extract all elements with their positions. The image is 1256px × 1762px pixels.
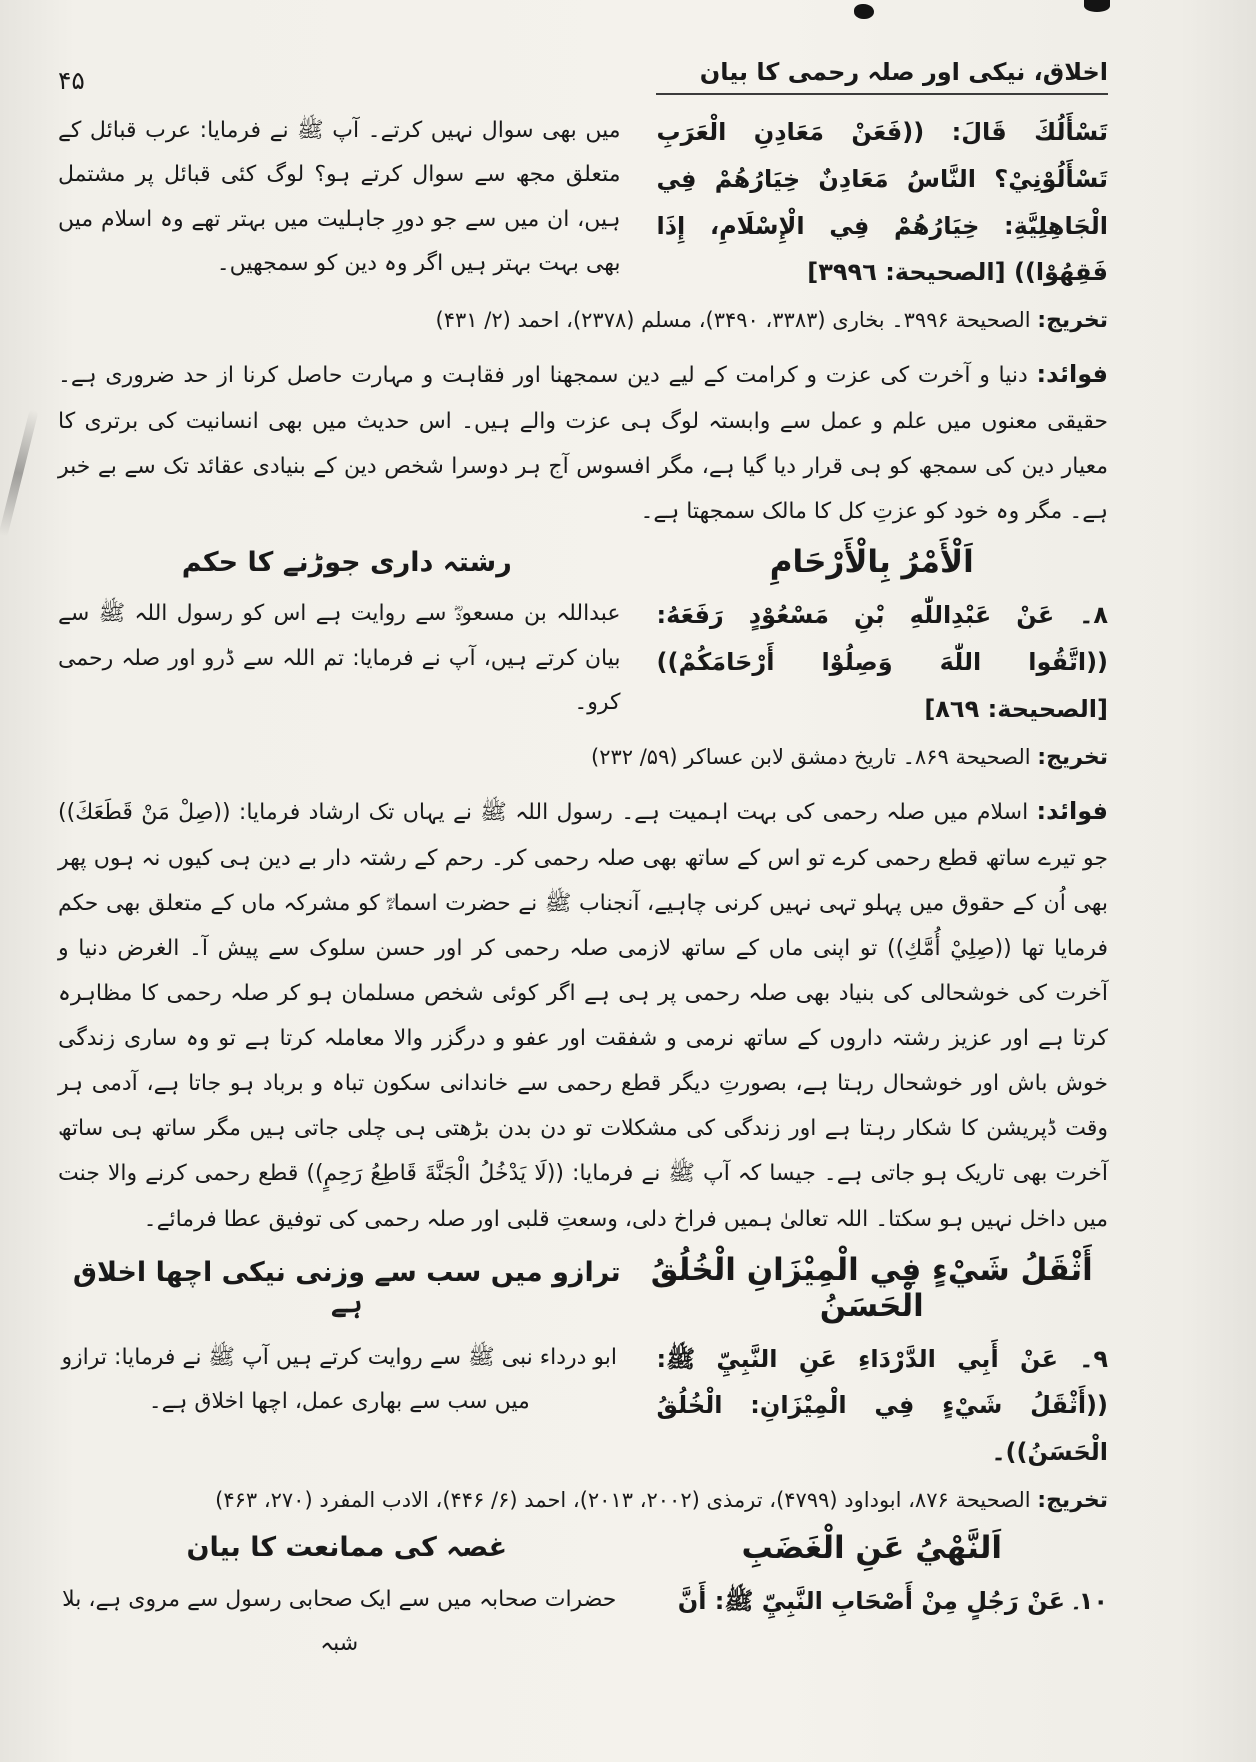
- section-heading-row: [58, 1252, 1108, 1324]
- hadith-row: [58, 1336, 1108, 1476]
- fawaid-label: فوائد:: [1036, 796, 1108, 825]
- takhrij-text: الصحیحة ۸۶۹۔ تاریخ دمشق لابن عساکر (۵۹/ ۲۳۲): [590, 744, 1031, 769]
- fawaid-paragraph: [58, 350, 1108, 534]
- fawaid-paragraph: [58, 787, 1108, 1242]
- section-heading-urdu: رشتہ داری جوڑنے کا حکم: [181, 546, 512, 578]
- takhrij-label: تخریج:: [1037, 744, 1108, 770]
- hadith-urdu-translation: عبداللہ بن مسعودؓ سے روایت ہے اس کو رسول اللہ ﷺ سے بیان کرتے ہیں، آپ نے فرمایا: تم اللہ سے ڈرو اور صلہ رحمی کرو۔: [58, 601, 621, 716]
- page-number: ۴۵: [58, 66, 85, 95]
- page-header: [58, 52, 1108, 95]
- section-heading-row: [58, 1530, 1108, 1566]
- hadith-urdu-translation: ابو درداء نبی ﷺ سے روایت کرتے ہیں آپ ﷺ نے فرمایا: ترازو میں سب سے بھاری عمل، اچھا اخلاق ہے۔: [61, 1344, 618, 1415]
- takhrij-line: [58, 300, 1108, 342]
- hadith-arabic-text: ١٠۔ عَنْ رَجُلٍ مِنْ أَصْحَابِ النَّبِيِّ ﷺ: أَنَّ: [677, 1586, 1108, 1615]
- hadith-row: [58, 109, 1108, 296]
- fawaid-text: اسلام میں صلہ رحمی کی بہت اہمیت ہے۔ رسول اللہ ﷺ نے یہاں تک ارشاد فرمایا: ((صِلْ مَنْ قَطَعَكَ)) جو تیرے ساتھ قطع رحمی کرے تو اس کے ساتھ بھی صلہ رحمی کر۔ رحم کے رشتہ دار بے دین ہی کیوں نہ ہوں پھر بھی اُن کے حقوق میں پہلو تہی نہیں کرنی چاہیے، آنجناب ﷺ نے حضرت اسماءؓ کو مشرکہ ماں کے متعلق بھی حکم فرمایا تھا ((صِلِيْ أُمَّكِ)) تو اپنی ماں کے ساتھ لازمی صلہ رحمی کر اور حسن سلوک سے پیش آ۔ الغرض دنیا و آخرت کی خوشحالی کی بنیاد بھی صلہ رحمی پر ہی ہے اگر کوئی شخص مسلمان ہو کر صلہ رحمی کا مظاہرہ کرتا ہے اور عزیز رشتہ داروں کے ساتھ نرمی و شفقت اور عفو و درگزر والا معاملہ کرتا ہے تو وہ ساری زندگی خوش باش اور خوشحال رہتا ہے، بصورتِ دیگر قطع رحمی سے خاندانی سکون تباہ و برباد ہو جاتا ہے، آدمی ہر وقت ڈپریشن کا شکار رہتا ہے اور زندگی کی مشکلات تو دن بدن بڑھتی ہی چلی جاتی ہیں مگر ساتھ ہی ساتھ آخرت بھی تاریک ہو جاتی ہے۔ جیسا کہ آپ ﷺ نے فرمایا: ((لَا يَدْخُلُ الْجَنَّةَ قَاطِعُ رَحِمٍ)) قطع رحمی کرنے والا جنت میں داخل نہیں ہو سکتا۔ اللہ تعالیٰ ہمیں فراخ دلی، وسعتِ قلبی اور صلہ رحمی کی توفیق عطا فرمائے۔: [58, 799, 1108, 1232]
- hadith-urdu-translation: حضرات صحابہ میں سے ایک صحابی رسول سے مروی ہے، بلا شبہ: [62, 1586, 617, 1657]
- fawaid-label: فوائد:: [1036, 359, 1108, 388]
- takhrij-label: تخریج:: [1037, 1488, 1108, 1514]
- section-heading-arabic: أَثْقَلُ شَيْءٍ فِي الْمِيْزَانِ الْخُلُقُ الْحَسَنُ: [650, 1251, 1093, 1324]
- scan-artifact: [0, 409, 39, 537]
- section-heading-arabic: اَلنَّهْيُ عَنِ الْغَضَبِ: [741, 1529, 1003, 1566]
- chapter-title: اخلاق، نیکی اور صلہ رحمی کا بیان: [656, 58, 1108, 95]
- hadith-row: [58, 592, 1108, 732]
- fawaid-text: دنیا و آخرت کی عزت و کرامت کے لیے دین سمجھنا اور فقاہت و مہارت حاصل کرنا از حد ضروری ہے۔ حقیقی معنوں میں علم و عمل سے وابستہ لوگ ہی عزت والے ہیں۔ اس حدیث میں بھی انسانیت کی برتری کا معیار دین کی سمجھ کو ہی قرار دیا گیا ہے، مگر افسوس آج ہر دوسرا شخص دین کے بنیادی عقائد تک سے بے خبر ہے۔ مگر وہ خود کو عزتِ کل کا مالک سمجھتا ہے۔: [58, 362, 1108, 525]
- takhrij-text: الصحیحة ۳۹۹۶۔ بخاری (۳۳۸۳، ۳۴۹۰)، مسلم (۲۳۷۸)، احمد (۲/ ۴۳۱): [435, 308, 1031, 333]
- section-heading-row: [58, 544, 1108, 580]
- hadith-arabic-text: تَسْأَلُكَ قَالَ: ((فَعَنْ مَعَادِنِ الْعَرَبِ تَسْأَلُوْنِيْ؟ النَّاسُ مَعَادِنٌ خِيَارُهُمْ فِي الْجَاهِلِيَّةِ: خِيَارُهُمْ فِي الْإِسْلَامِ، إِذَا فَقِهُوْا)) [الصحيحة: ٣٩٩٦]: [656, 118, 1108, 287]
- hadith-urdu-translation: میں بھی سوال نہیں کرتے۔ آپ ﷺ نے فرمایا: عرب قبائل کے متعلق مجھ سے سوال کرتے ہو؟ لوگ کئی قبائل پر مشتمل ہیں، ان میں سے جو دورِ جاہلیت میں بہتر تھے وہ اسلام میں بھی بہت بہتر ہیں اگر وہ دین کو سمجھیں۔: [58, 118, 621, 277]
- section-heading-arabic: اَلْأَمْرُ بِالْأَرْحَامِ: [769, 544, 974, 581]
- scan-artifact: [1084, 0, 1110, 12]
- hadith-arabic-text: ٩۔ عَنْ أَبِي الدَّرْدَاءِ عَنِ النَّبِيِّ ﷺ: ((أَثْقَلُ شَيْءٍ فِي الْمِيْزَانِ: الْخُلُقُ الْحَسَنُ))۔: [656, 1344, 1108, 1467]
- takhrij-line: [58, 737, 1108, 779]
- scan-artifact: [854, 4, 874, 19]
- takhrij-text: الصحیحة ۸۷۶، ابوداود (۴۷۹۹)، ترمذی (۲۰۰۲، ۲۰۱۳)، احمد (۶/ ۴۴۶)، الادب المفرد (۲۷۰، ۴۶۳): [215, 1488, 1031, 1513]
- section-heading-urdu: ترازو میں سب سے وزنی نیکی اچھا اخلاق ہے: [72, 1256, 621, 1319]
- takhrij-line: [58, 1480, 1108, 1522]
- hadith-row: [58, 1578, 1108, 1667]
- section-heading-urdu: غصہ کی ممانعت کا بیان: [186, 1532, 508, 1564]
- hadith-arabic-text: ٨۔ عَنْ عَبْدِاللّٰهِ بْنِ مَسْعُوْدٍ رَفَعَهُ: ((اتَّقُوا اللّٰهَ وَصِلُوْا أَرْحَامَكُمْ)) [الصحيحة: ٨٦٩]: [656, 601, 1108, 724]
- takhrij-label: تخریج:: [1037, 308, 1108, 334]
